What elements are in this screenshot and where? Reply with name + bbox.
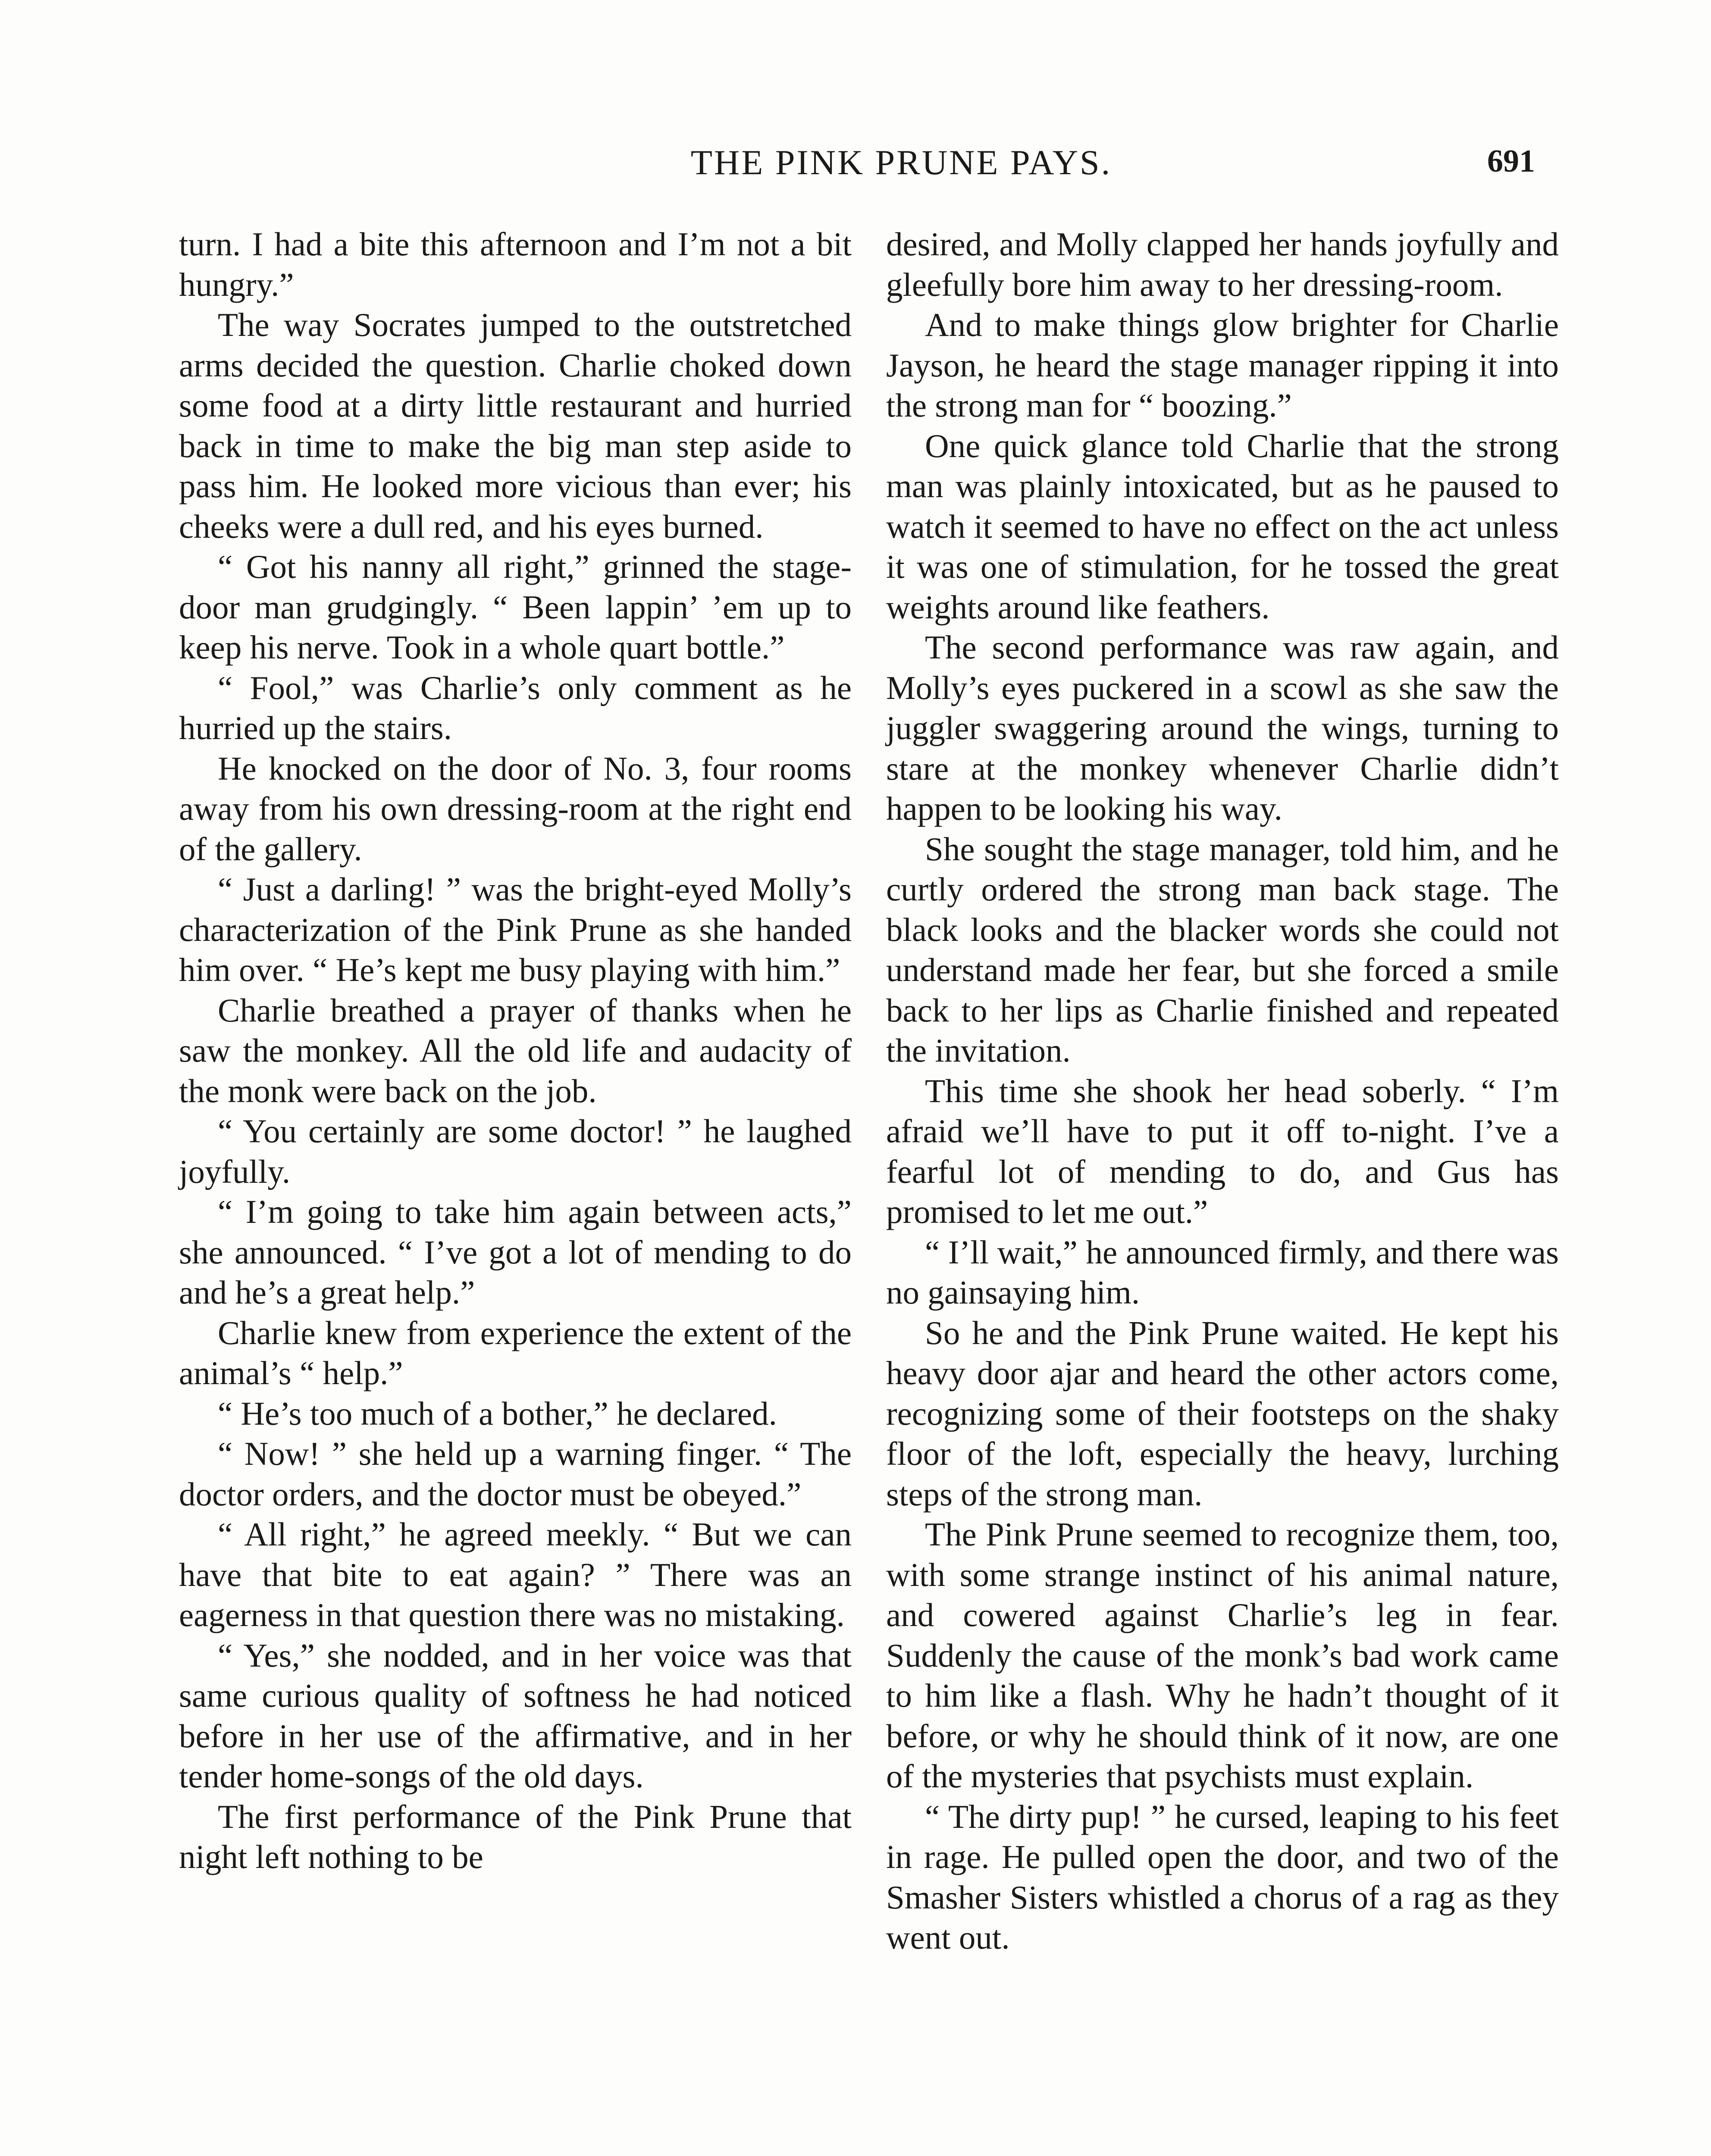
running-title: THE PINK PRUNE PAYS. [690, 143, 1112, 182]
paragraph: “ Fool,” was Charlie’s only comment as he hurried up the stairs. [179, 669, 852, 746]
paragraph: The way Socrates jumped to the outstretched arms decided the question. Charlie choked down some food at a dirty little restaurant and hurried back in time to make the big man step aside to pass him. He looked more vicious than ever; his cheeks were a dull red, and his eyes burned. [179, 306, 852, 545]
paragraph: This time she shook her head soberly. “ I’m afraid we’ll have to put it off to-night. I’ve a fearful lot of mending to do, and Gus has promised to let me out.” [886, 1072, 1559, 1230]
paragraph: “ He’s too much of a bother,” he declared. [218, 1395, 777, 1432]
right-text-column [886, 224, 1559, 1958]
paragraph: “ All right,” he agreed meekly. “ But we can have that bite to eat again? ” There was an eagerness in that question there was no mistaking. [179, 1516, 852, 1633]
paragraph: “ You certainly are some doctor! ” he laughed joyfully. [179, 1112, 852, 1190]
paragraph: “ Got his nanny all right,” grinned the stage-door man grudgingly. “ Been lappin’ ’em up to keep his nerve. Took in a whole quart bottle.” [179, 548, 852, 666]
paragraph: The first performance of the Pink Prune that night left nothing to be [179, 1798, 852, 1875]
paragraph: “ The dirty pup! ” he cursed, leaping to his feet in rage. He pulled open the door, and two of the Smasher Sisters whistled a chorus of a rag as they went out. [886, 1798, 1559, 1956]
paragraph: One quick glance told Charlie that the strong man was plainly intoxicated, but as he paused to watch it seemed to have no effect on the act unless it was one of stimulation, for he tossed the great weights around like feathers. [886, 427, 1559, 626]
paragraph: And to make things glow brighter for Charlie Jayson, he heard the stage manager ripping it into the strong man for “ boozing.” [886, 306, 1559, 424]
paragraph: So he and the Pink Prune waited. He kept his heavy door ajar and heard the other actors come, recognizing some of their footsteps on the shaky floor of the loft, especially the heavy, lurching steps of the strong man. [886, 1314, 1559, 1513]
paragraph: desired, and Molly clapped her hands joyfully and gleefully bore him away to her dressing-room. [886, 226, 1559, 303]
paragraph: The Pink Prune seemed to recognize them, too, with some strange instinct of his animal nature, and cowered against Charlie’s leg in fear. Suddenly the cause of the monk’s bad work came to him like a flash. Why he hadn’t thought of it before, or why he should think of it now, are one of the mysteries that psychists must explain. [886, 1516, 1559, 1795]
paragraph: Charlie breathed a prayer of thanks when he saw the monkey. All the old life and audacity of the monk were back on the job. [179, 991, 852, 1109]
paragraph: Charlie knew from experience the extent of the animal’s “ help.” [179, 1314, 852, 1391]
paragraph: turn. I had a bite this afternoon and I’m not a bit hungry.” [179, 226, 852, 303]
page-number: 691 [1487, 144, 1535, 179]
paragraph: The second performance was raw again, and Molly’s eyes puckered in a scowl as she saw the juggler swaggering around the wings, turning to stare at the monkey whenever Charlie didn’t happen to be looking his way. [886, 629, 1559, 827]
paragraph: “ I’ll wait,” he announced firmly, and there was no gainsaying him. [886, 1233, 1559, 1311]
paragraph: “ Yes,” she nodded, and in her voice was that same curious quality of softness he had noticed before in her use of the affirmative, and in her tender home-songs of the old days. [179, 1636, 852, 1795]
paragraph: He knocked on the door of No. 3, four rooms away from his own dressing-room at the right end of the gallery. [179, 749, 852, 868]
paragraph: “ Just a darling! ” was the bright-eyed Molly’s characterization of the Pink Prune as she handed him over. “ He’s kept me busy playing with him.” [179, 871, 852, 988]
left-text-column [179, 224, 852, 1877]
paragraph: “ I’m going to take him again between acts,” she announced. “ I’ve got a lot of mending to do and he’s a great help.” [179, 1193, 852, 1311]
paragraph: “ Now! ” she held up a warning finger. “ The doctor orders, and the doctor must be obeyed.” [179, 1435, 852, 1513]
paragraph: She sought the stage manager, told him, and he curtly ordered the strong man back stage. The black looks and the blacker words she could not understand made her fear, but she forced a smile back to her lips as Charlie finished and repeated the invitation. [886, 830, 1559, 1069]
